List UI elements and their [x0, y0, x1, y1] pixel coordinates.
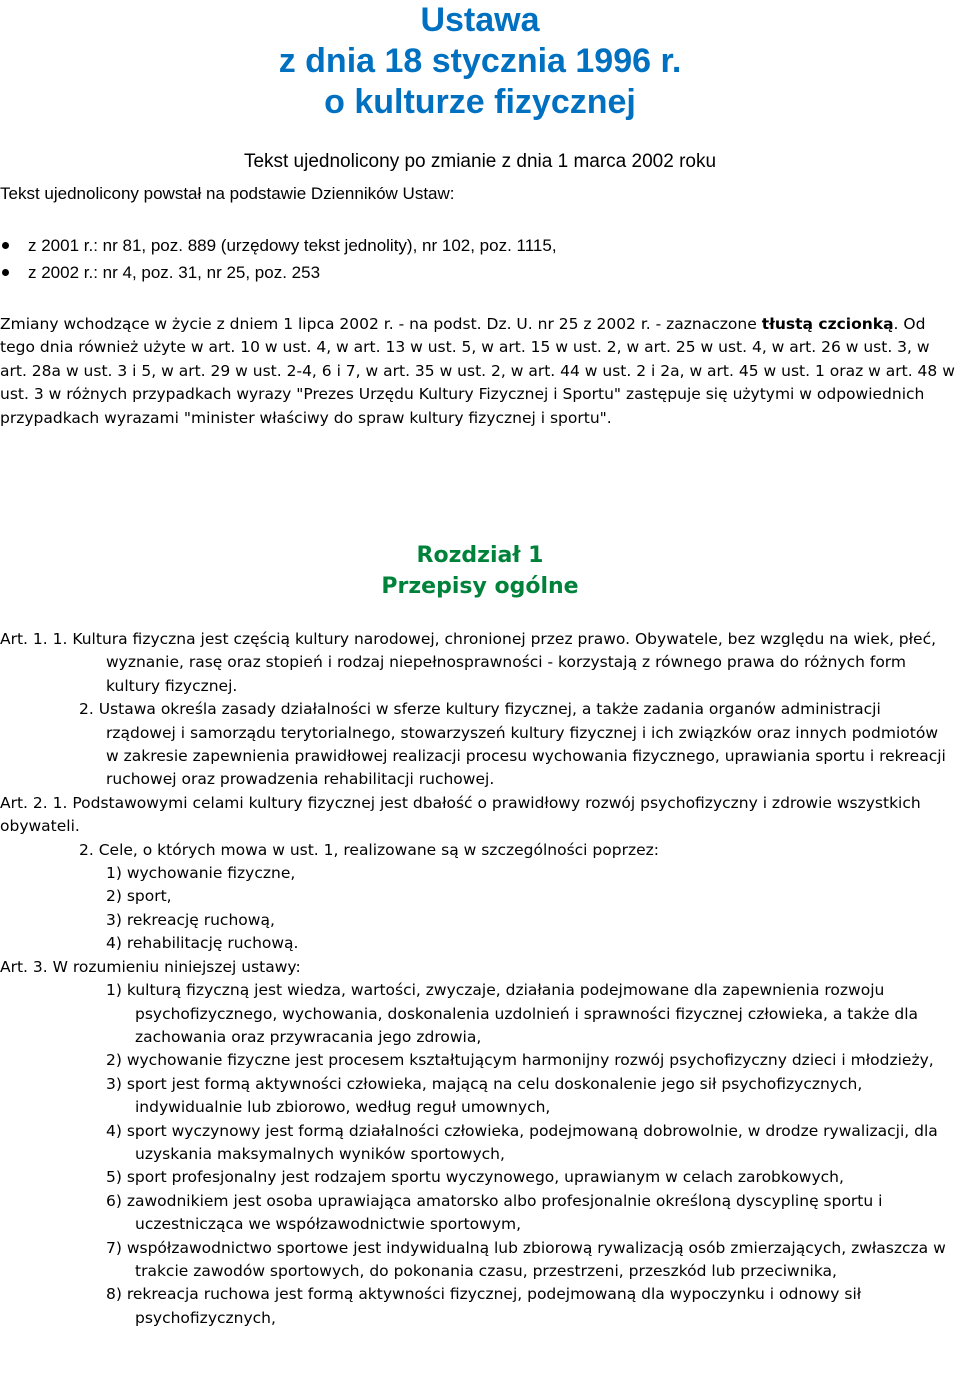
list-item: 2) sport,	[106, 887, 172, 906]
list-item: 8) rekreacja ruchowa jest formą aktywności fizycznej, podejmowaną dla wypoczynku i odnowy sił psychofizycznych,	[106, 1285, 862, 1327]
list-item: 5) sport profesjonalny jest rodzajem sportu wyczynowego, uprawianym w celach zarobkowych,	[106, 1168, 844, 1187]
document-title	[0, 0, 960, 123]
changes-paragraph	[0, 313, 955, 430]
changes-text-end: . Od tego dnia również użyte w art. 10 w ust. 4, w art. 13 w ust. 5, w art. 15 w ust. 2, w art. 25 w ust. 4, w art. 26 w ust. 3, w art. 28a w ust. 3 i 5, w art. 29 w ust. 2-4, 6 i 7, w art. 35 w ust. 2, w art. 44 w ust. 2 i 2a, w art. 45 w ust. 1 oraz w art. 48 w ust. 3 w różnych przypadkach wyrazy "Prezes Urzędu Kultury Fizycznej i Sportu" zastępuje się użytymi w odpowiednich przypadkach wyrazami "minister właściwy do spraw kultury fizycznej i sportu".	[0, 315, 955, 427]
list-item: 7) współzawodnictwo sportowe jest indywidualną lub zbiorową rywalizacją osób zmierzających, zwłaszcza w trakcie zawodów sportowych, do pokonania czasu, przestrzeni, przeszkód lub przeciwnika,	[106, 1238, 946, 1280]
list-item: 1) kulturą fizyczną jest wiedza, wartości, zwyczaje, działania podejmowane dla zapewnienia rozwoju psychofizycznego, wychowania, doskonalenia uzdolnień i sprawności fizycznej człowieka, a także dla zachowania oraz przywracania jego zdrowia,	[106, 981, 919, 1046]
list-item: 3) rekreację ruchową,	[106, 910, 275, 929]
chapter-number: Rozdział 1	[416, 543, 544, 568]
list-item: z 2002 r.: nr 4, poz. 31, nr 25, poz. 253	[0, 259, 557, 286]
list-item: 6) zawodnikiem jest osoba uprawiająca amatorsko albo profesjonalnie określoną dyscyplinę sportu i uczestnicząca we współzawodnictwie sportowym,	[106, 1191, 883, 1234]
article-3-intro: Art. 3. W rozumieniu niniejszej ustawy:	[0, 957, 301, 976]
list-item: z 2001 r.: nr 81, poz. 889 (urzędowy tekst jednolity), nr 102, poz. 1115,	[0, 232, 557, 259]
article-2-para-2: 2. Cele, o których mowa w ust. 1, realizowane są w szczególności poprzez:	[79, 840, 659, 859]
list-item: 4) rehabilitację ruchową.	[106, 934, 299, 953]
sources-list	[0, 232, 557, 286]
article-1-para-1: Art. 1. 1. Kultura fizyczna jest częścią kultury narodowej, chronionej przez prawo. Obywatele, bez względu na wiek, płeć, wyznanie, rasę oraz stopień i rodzaj niepełnosprawności - korzystają z równego prawa do różnych form kultury fizycznej.	[0, 630, 937, 695]
title-line-ustawa: Ustawa	[420, 1, 540, 39]
list-item: 3) sport jest formą aktywności człowieka, mającą na celu doskonalenie jego sił psychofizycznych, indywidualnie lub zbiorowo, według reguł umownych,	[106, 1074, 863, 1117]
list-item: 1) wychowanie fizyczne,	[106, 864, 296, 883]
title-line-date: z dnia 18 stycznia 1996 r.	[278, 42, 682, 80]
changes-text-start: Zmiany wchodzące w życie z dniem 1 lipca 2002 r. - na podst. Dz. U. nr 25 z 2002 r. - zaznaczone	[0, 315, 762, 333]
chapter-name: Przepisy ogólne	[381, 574, 579, 599]
title-line-subject: o kulturze fizycznej	[324, 83, 636, 121]
changes-bold-text: tłustą czcionką	[761, 315, 894, 333]
list-item: 2) wychowanie fizyczne jest procesem kształtującym harmonijny rozwój psychofizyczny dzieci i młodzieży,	[106, 1051, 934, 1070]
article-1-para-2: 2. Ustawa określa zasady działalności w sferze kultury fizycznej, a także zadania organów administracji rządowej i samorządu terytorialnego, stowarzyszeń kultury fizycznej i ich związków oraz innych podmiotów w zakresie zapewnienia prawidłowej realizacji procesu wychowania fizycznego, uprawiania sportu i rekreacji ruchowej oraz prowadzenia rehabilitacji ruchowej.	[79, 700, 946, 789]
articles-body	[0, 628, 955, 1330]
consolidated-text-note: Tekst ujednolicony po zmianie z dnia 1 marca 2002 roku	[243, 151, 717, 172]
list-item: 4) sport wyczynowy jest formą działalności człowieka, podejmowaną dobrowolnie, w drodze rywalizacji, dla uzyskania maksymalnych wyników sportowych,	[106, 1121, 938, 1163]
article-2-para-1: Art. 2. 1. Podstawowymi celami kultury fizycznej jest dbałość o prawidłowy rozwój psychofizyczny i zdrowie wszystkich obywateli.	[0, 793, 921, 836]
sources-intro: Tekst ujednolicony powstał na podstawie Dzienników Ustaw:	[0, 184, 455, 203]
